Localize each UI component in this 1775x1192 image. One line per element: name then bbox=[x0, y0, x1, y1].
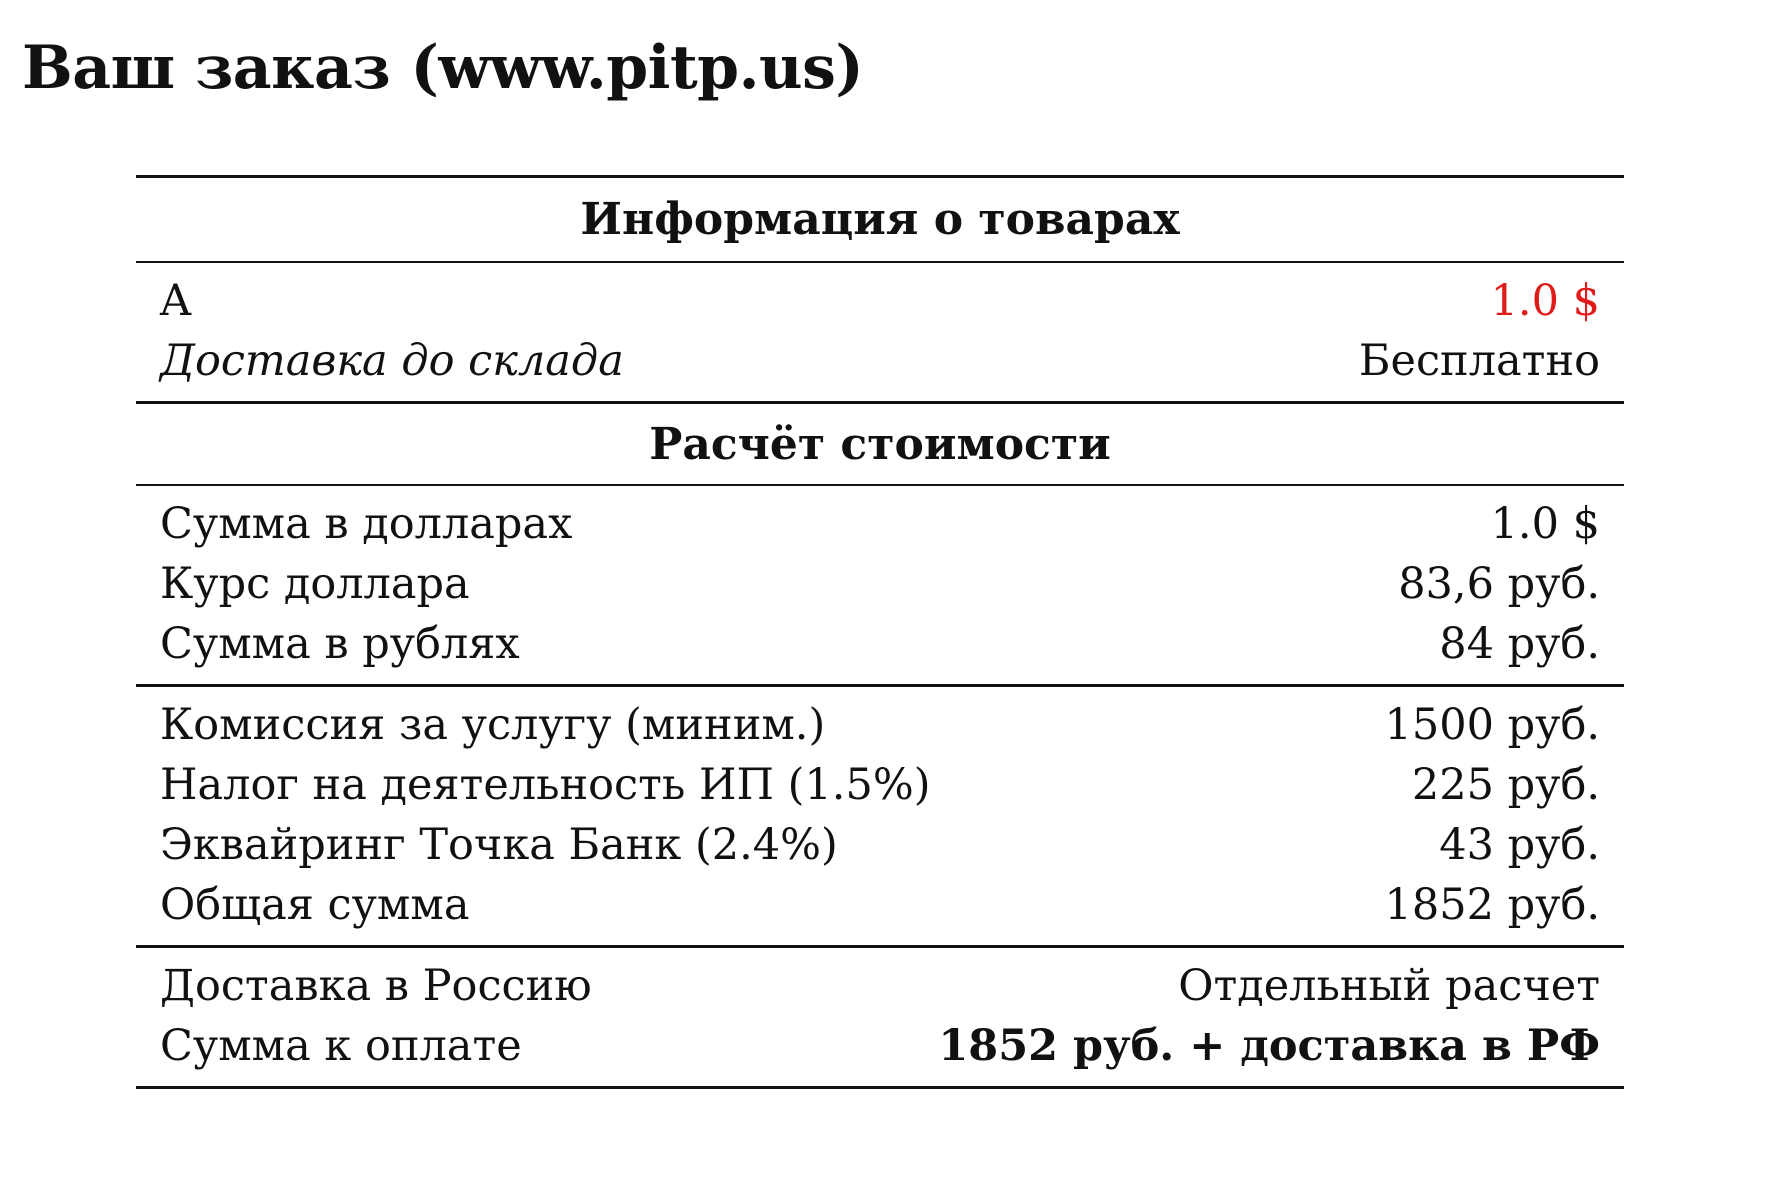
products-group bbox=[136, 263, 1624, 401]
service-fee-value: 1500 руб. bbox=[1384, 700, 1600, 750]
usd-sum-label: Сумма в долларах bbox=[160, 499, 573, 549]
russia-delivery-value: Отдельный расчет bbox=[1178, 961, 1600, 1011]
warehouse-delivery-label: Доставка до склада bbox=[160, 336, 624, 386]
russia-delivery-row bbox=[160, 956, 1600, 1016]
total-value: 1852 руб. bbox=[1384, 880, 1600, 930]
rub-sum-label: Сумма в рублях bbox=[160, 619, 520, 669]
rub-sum-value: 84 руб. bbox=[1439, 619, 1600, 669]
amount-due-row bbox=[160, 1016, 1600, 1076]
rub-sum-row bbox=[160, 614, 1600, 674]
usd-sum-value: 1.0 $ bbox=[1490, 499, 1600, 549]
acquiring-label: Эквайринг Точка Банк (2.4%) bbox=[160, 820, 838, 870]
product-price: 1.0 $ bbox=[1490, 276, 1600, 326]
page-title: Ваш заказ (www.pitp.us) bbox=[22, 33, 864, 103]
tax-value: 225 руб. bbox=[1411, 760, 1600, 810]
total-row bbox=[160, 875, 1600, 935]
final-group bbox=[136, 945, 1624, 1086]
products-section-title: Информация о товарах bbox=[136, 178, 1624, 263]
warehouse-delivery-value: Бесплатно bbox=[1358, 336, 1600, 386]
conversion-group bbox=[136, 486, 1624, 684]
total-label: Общая сумма bbox=[160, 880, 470, 930]
exchange-rate-value: 83,6 руб. bbox=[1398, 559, 1600, 609]
warehouse-delivery-row bbox=[160, 331, 1600, 391]
product-row bbox=[160, 271, 1600, 331]
usd-sum-row bbox=[160, 494, 1600, 554]
exchange-rate-row bbox=[160, 554, 1600, 614]
amount-due-value: 1852 руб. + доставка в РФ bbox=[938, 1021, 1600, 1071]
amount-due-label: Сумма к оплате bbox=[160, 1021, 522, 1071]
fees-group bbox=[136, 684, 1624, 945]
calculation-section-title: Расчёт стоимости bbox=[136, 401, 1624, 486]
tax-label: Налог на деятельность ИП (1.5%) bbox=[160, 760, 931, 810]
service-fee-row bbox=[160, 695, 1600, 755]
service-fee-label: Комиссия за услугу (миним.) bbox=[160, 700, 826, 750]
product-name: A bbox=[160, 276, 192, 326]
russia-delivery-label: Доставка в Россию bbox=[160, 961, 592, 1011]
exchange-rate-label: Курс доллара bbox=[160, 559, 470, 609]
order-summary-table bbox=[136, 175, 1624, 1089]
tax-row bbox=[160, 755, 1600, 815]
acquiring-value: 43 руб. bbox=[1439, 820, 1600, 870]
acquiring-row bbox=[160, 815, 1600, 875]
